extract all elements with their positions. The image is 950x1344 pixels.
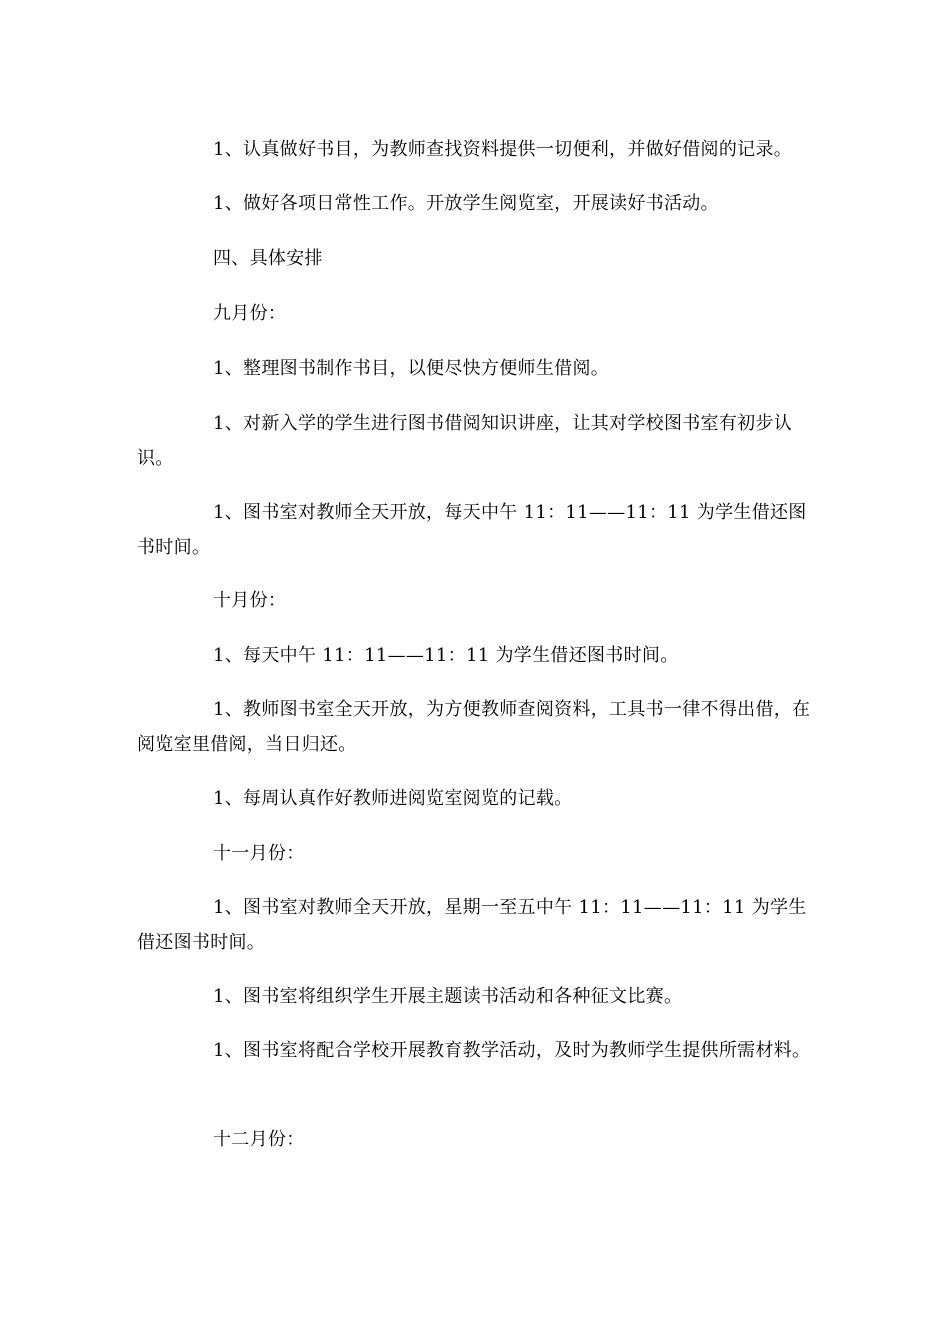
month-heading-november: 十一月份： (213, 843, 305, 864)
paragraph-record-keeping: 1、认真做好书目，为教师查找资料提供一切便利，并做好借阅的记录。 (213, 139, 793, 160)
month-heading-december: 十二月份： (213, 1129, 305, 1150)
paragraph-nov-1: 1、图书室对教师全天开放，星期一至五中午 11：11——11：11 为学生借还图书时间。 (137, 897, 807, 953)
month-heading-october: 十月份： (213, 590, 287, 611)
paragraph-sept-1: 1、整理图书制作书目，以便尽快方便师生借阅。 (213, 358, 610, 379)
paragraph-sept-3: 1、图书室对教师全天开放，每天中午 11：11——11：11 为学生借还图书时间。 (137, 502, 807, 558)
paragraph-oct-2: 1、教师图书室全天开放，为方便教师查阅资料，工具书一律不得出借，在阅览室里借阅，当日归还。 (137, 699, 811, 755)
section-heading-schedule: 四、具体安排 (213, 248, 323, 269)
paragraph-nov-2: 1、图书室将组织学生开展主题读书活动和各种征文比赛。 (213, 986, 683, 1007)
paragraph-nov-3: 1、图书室将配合学校开展教育教学活动，及时为教师学生提供所需材料。 (213, 1040, 811, 1061)
month-heading-september: 九月份： (213, 303, 287, 324)
paragraph-sept-2: 1、对新入学的学生进行图书借阅知识讲座，让其对学校图书室有初步认识。 (137, 413, 793, 469)
paragraph-daily-work: 1、做好各项日常性工作。开放学生阅览室，开展读好书活动。 (213, 193, 719, 214)
paragraph-oct-3: 1、每周认真作好教师进阅览室阅览的记载。 (213, 788, 573, 809)
paragraph-oct-1: 1、每天中午 11：11——11：11 为学生借还图书时间。 (213, 645, 679, 666)
